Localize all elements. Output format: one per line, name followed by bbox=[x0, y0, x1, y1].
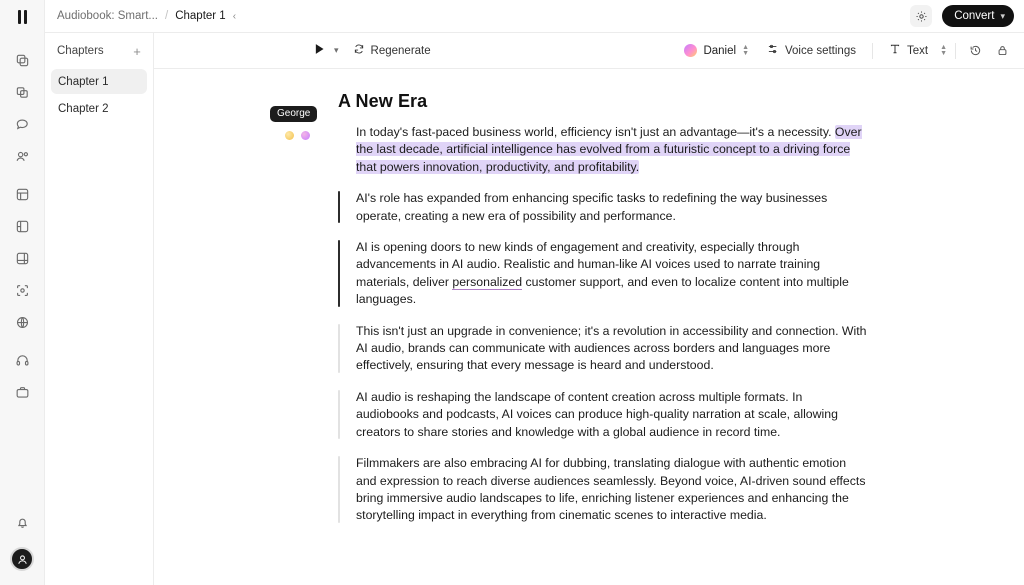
rail-bottom bbox=[9, 511, 35, 585]
sidebar-item-chapter-1[interactable] bbox=[51, 69, 147, 94]
regenerate-button[interactable] bbox=[345, 39, 439, 62]
voice-dot-amber-icon[interactable] bbox=[285, 131, 294, 140]
regenerate-label: Regenerate bbox=[370, 44, 431, 57]
document bbox=[277, 69, 868, 525]
grid-icon[interactable] bbox=[9, 183, 35, 205]
briefcase-icon[interactable] bbox=[9, 381, 35, 403]
refresh-icon bbox=[353, 43, 365, 58]
body bbox=[45, 33, 1024, 585]
voice-avatar-icon bbox=[684, 44, 697, 57]
paragraph-text: Filmmakers are also embracing AI for dubbing, translating dialogue with authentic emotion and expression to reach diverse audiences seamlessly. Beyond voice, AI-driven sound effects bring immersive audio landscapes to life, enriching listener experiences and enhancing the storytelling impact in everything from cinematic scenes to interactive media. bbox=[356, 456, 866, 523]
rail-top bbox=[0, 0, 44, 33]
paragraph-text: This isn't just an upgrade in convenience; it's a revolution in accessibility and connection. With AI audio, brands can communicate with audiences across borders and languages more effectively, ensuring that every message is heard and understood. bbox=[356, 323, 867, 373]
convert-button-label: Convert bbox=[954, 10, 995, 22]
paragraph-run-highlight: Over the last decade, artificial intelligence has evolved from a futuristic concept to a driving force that powers innovation, productivity, and profitability. bbox=[356, 125, 862, 174]
paragraph-run-plain-2: customer support, and even to localize content into multiple languages. bbox=[356, 274, 849, 307]
speaker-name[interactable]: George bbox=[270, 106, 317, 122]
history-icon[interactable] bbox=[964, 39, 987, 62]
paragraph-1[interactable] bbox=[277, 108, 868, 176]
breadcrumb-current[interactable]: Chapter 1 bbox=[175, 10, 226, 22]
headphones-icon[interactable] bbox=[9, 349, 35, 371]
paragraph-3[interactable] bbox=[338, 239, 868, 309]
paragraph-marker bbox=[338, 324, 340, 373]
paragraph-2[interactable] bbox=[338, 190, 868, 225]
chapters-sidebar bbox=[45, 33, 154, 585]
paragraph-4[interactable] bbox=[338, 323, 868, 375]
gear-icon[interactable] bbox=[910, 5, 932, 27]
speech-bubble-icon[interactable] bbox=[9, 113, 35, 135]
paragraph-6[interactable] bbox=[338, 455, 868, 525]
voice-selector[interactable] bbox=[678, 39, 755, 62]
rail-group-top bbox=[9, 49, 35, 167]
users-icon[interactable] bbox=[9, 145, 35, 167]
breadcrumb-project[interactable]: Audiobook: Smart... bbox=[57, 10, 158, 22]
pause-icon[interactable] bbox=[18, 10, 27, 24]
text-stepper-icon[interactable]: ▲ ▼ bbox=[940, 43, 947, 57]
stack-icon[interactable] bbox=[9, 247, 35, 269]
paragraph-text: AI audio is reshaping the landscape of content creation across multiple formats. In audiobooks and podcasts, AI voices can produce high-quality narration at scale, allowing creators to share stories and knowledge with a global audience in record time. bbox=[356, 389, 838, 439]
convert-button[interactable] bbox=[942, 5, 1014, 27]
lock-icon[interactable] bbox=[991, 39, 1014, 62]
breadcrumb bbox=[57, 10, 236, 22]
voice-settings-button[interactable] bbox=[759, 39, 864, 62]
chapters-header bbox=[45, 33, 153, 69]
chapters-title: Chapters bbox=[57, 45, 104, 57]
dashboard-icon[interactable] bbox=[9, 215, 35, 237]
rail-group-low bbox=[9, 349, 35, 403]
toolbar-divider-2 bbox=[955, 43, 956, 59]
paragraph-marker bbox=[338, 390, 340, 439]
paragraph-5[interactable] bbox=[338, 389, 868, 441]
icon-rail bbox=[0, 0, 45, 585]
chevron-left-icon[interactable]: ‹ bbox=[232, 10, 237, 22]
paragraph-marker bbox=[338, 191, 340, 223]
editor-toolbar bbox=[154, 33, 1024, 69]
rail-group-mid bbox=[9, 183, 35, 333]
speaker-dots bbox=[285, 131, 330, 140]
main-column bbox=[45, 0, 1024, 585]
text-icon bbox=[889, 43, 901, 58]
play-icon[interactable] bbox=[314, 42, 325, 60]
scan-icon[interactable] bbox=[9, 279, 35, 301]
document-scroll[interactable] bbox=[154, 69, 1024, 585]
sidebar-item-label: Chapter 2 bbox=[58, 102, 109, 115]
voice-dot-violet-icon[interactable] bbox=[301, 131, 310, 140]
toolbar-divider bbox=[872, 43, 873, 59]
page-title: A New Era bbox=[338, 91, 428, 111]
sliders-icon bbox=[767, 43, 779, 58]
breadcrumb-separator: / bbox=[165, 10, 169, 22]
top-bar bbox=[45, 0, 1024, 33]
chevron-down-icon[interactable]: ▾ bbox=[334, 45, 339, 55]
editor-pane bbox=[154, 33, 1024, 585]
voice-name: Daniel bbox=[703, 44, 737, 57]
paragraph-marker bbox=[338, 125, 340, 174]
text-mode-label: Text bbox=[906, 44, 929, 57]
chevron-up-down-icon[interactable]: ▲ ▼ bbox=[742, 43, 749, 57]
copy-icon[interactable] bbox=[9, 49, 35, 71]
avatar[interactable] bbox=[10, 547, 34, 571]
paragraph-text: AI's role has expanded from enhancing specific tasks to redefining the way businesses operate, creating a new era of possibility and performance. bbox=[356, 191, 828, 223]
text-mode-button[interactable] bbox=[881, 39, 936, 62]
speaker-tag bbox=[270, 104, 330, 140]
add-chapter-icon[interactable]: + bbox=[133, 43, 141, 59]
paragraph-marker bbox=[338, 456, 340, 523]
paragraph-run-underlined: personalized bbox=[452, 274, 523, 289]
playback-controls bbox=[314, 42, 339, 60]
chevron-down-icon: ▾ bbox=[1000, 10, 1005, 21]
layers-icon[interactable] bbox=[9, 81, 35, 103]
paragraph-run-plain: In today's fast-paced business world, efficiency isn't just an advantage—it's a necessity. bbox=[356, 125, 835, 139]
paragraph-run-plain: AI is opening doors to new kinds of engagement and creativity, especially through advancements in AI audio. Realistic and human-like AI voices used to narrate training materials, deliver bbox=[356, 240, 821, 289]
toolbar-right bbox=[678, 39, 1014, 62]
bell-icon[interactable] bbox=[9, 511, 35, 533]
paragraph-marker bbox=[338, 240, 340, 307]
sidebar-item-label: Chapter 1 bbox=[58, 75, 109, 88]
top-bar-actions bbox=[910, 5, 1014, 27]
voice-settings-label: Voice settings bbox=[785, 44, 856, 57]
sidebar-item-chapter-2[interactable] bbox=[51, 96, 147, 121]
globe-icon[interactable] bbox=[9, 311, 35, 333]
